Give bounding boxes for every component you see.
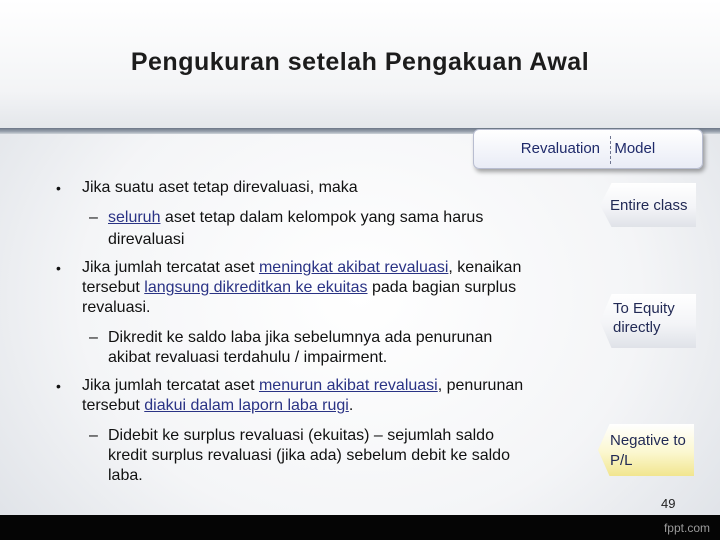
bullet-dot-icon: • <box>56 180 61 196</box>
sub-2-line-2: akibat revaluasi terdahulu / impairment. <box>108 349 388 366</box>
negative-pl-line-1: Negative to <box>610 432 686 449</box>
page-number: 49 <box>661 496 676 511</box>
underline-menurun: menurun akibat revaluasi <box>258 377 438 394</box>
bullet-2-line-1: Jika jumlah tercatat aset meningkat akibat revaluasi, kenaikan <box>82 259 522 276</box>
footer-bar <box>0 515 720 540</box>
underline-diakui: diakui dalam laporn laba rugi <box>144 397 349 414</box>
bullet-3-line-1: Jika jumlah tercatat aset menurun akibat revaluasi, penurunan <box>82 377 524 394</box>
underline-langsung: langsung dikreditkan ke ekuitas <box>144 279 368 296</box>
bullet-1-text: Jika suatu aset tetap direvaluasi, maka <box>82 179 358 196</box>
entire-class-label: Entire class <box>610 197 688 214</box>
dashed-divider <box>610 136 611 164</box>
revaluation-model-label <box>474 140 702 157</box>
footer-credit: fppt.com <box>663 521 710 535</box>
sub-2-line-1: Dikredit ke saldo laba jika sebelumnya ada penurunan <box>108 329 493 346</box>
sub-3-line-2: kredit surplus revaluasi (jika ada) sebelum debit ke saldo <box>108 447 510 464</box>
underline-seluruh: seluruh <box>108 209 161 226</box>
to-equity-line-2: directly <box>613 319 661 336</box>
sub-1-line-1: seluruh aset tetap dalam kelompok yang sama harus <box>108 209 484 226</box>
revaluation-word: Revaluation <box>520 140 600 157</box>
bullet-2-line-2: tersebut langsung dikreditkan ke ekuitas pada bagian surplus <box>82 279 517 296</box>
to-equity-line-1: To Equity <box>613 300 675 317</box>
underline-meningkat: meningkat akibat revaluasi <box>258 259 449 276</box>
bullet-dot-icon: • <box>56 260 61 276</box>
slide-title: Pengukuran setelah Pengakuan Awal <box>130 48 590 76</box>
revaluation-model-box <box>473 129 703 169</box>
sub-1-line-2: direvaluasi <box>108 231 185 248</box>
dash-icon: – <box>89 209 98 226</box>
sub-3-line-1: Didebit ke surplus revaluasi (ekuitas) – sejumlah saldo <box>108 427 494 444</box>
bullet-2-line-3: revaluasi. <box>82 299 151 316</box>
sub-3-line-3: laba. <box>108 467 143 484</box>
bullet-3-line-2: tersebut diakui dalam laporn laba rugi. <box>82 397 354 414</box>
bullet-dot-icon: • <box>56 378 61 394</box>
dash-icon: – <box>89 329 98 346</box>
negative-pl-line-2: P/L <box>610 452 633 469</box>
model-word: Model <box>614 140 656 157</box>
dash-icon: – <box>89 427 98 444</box>
